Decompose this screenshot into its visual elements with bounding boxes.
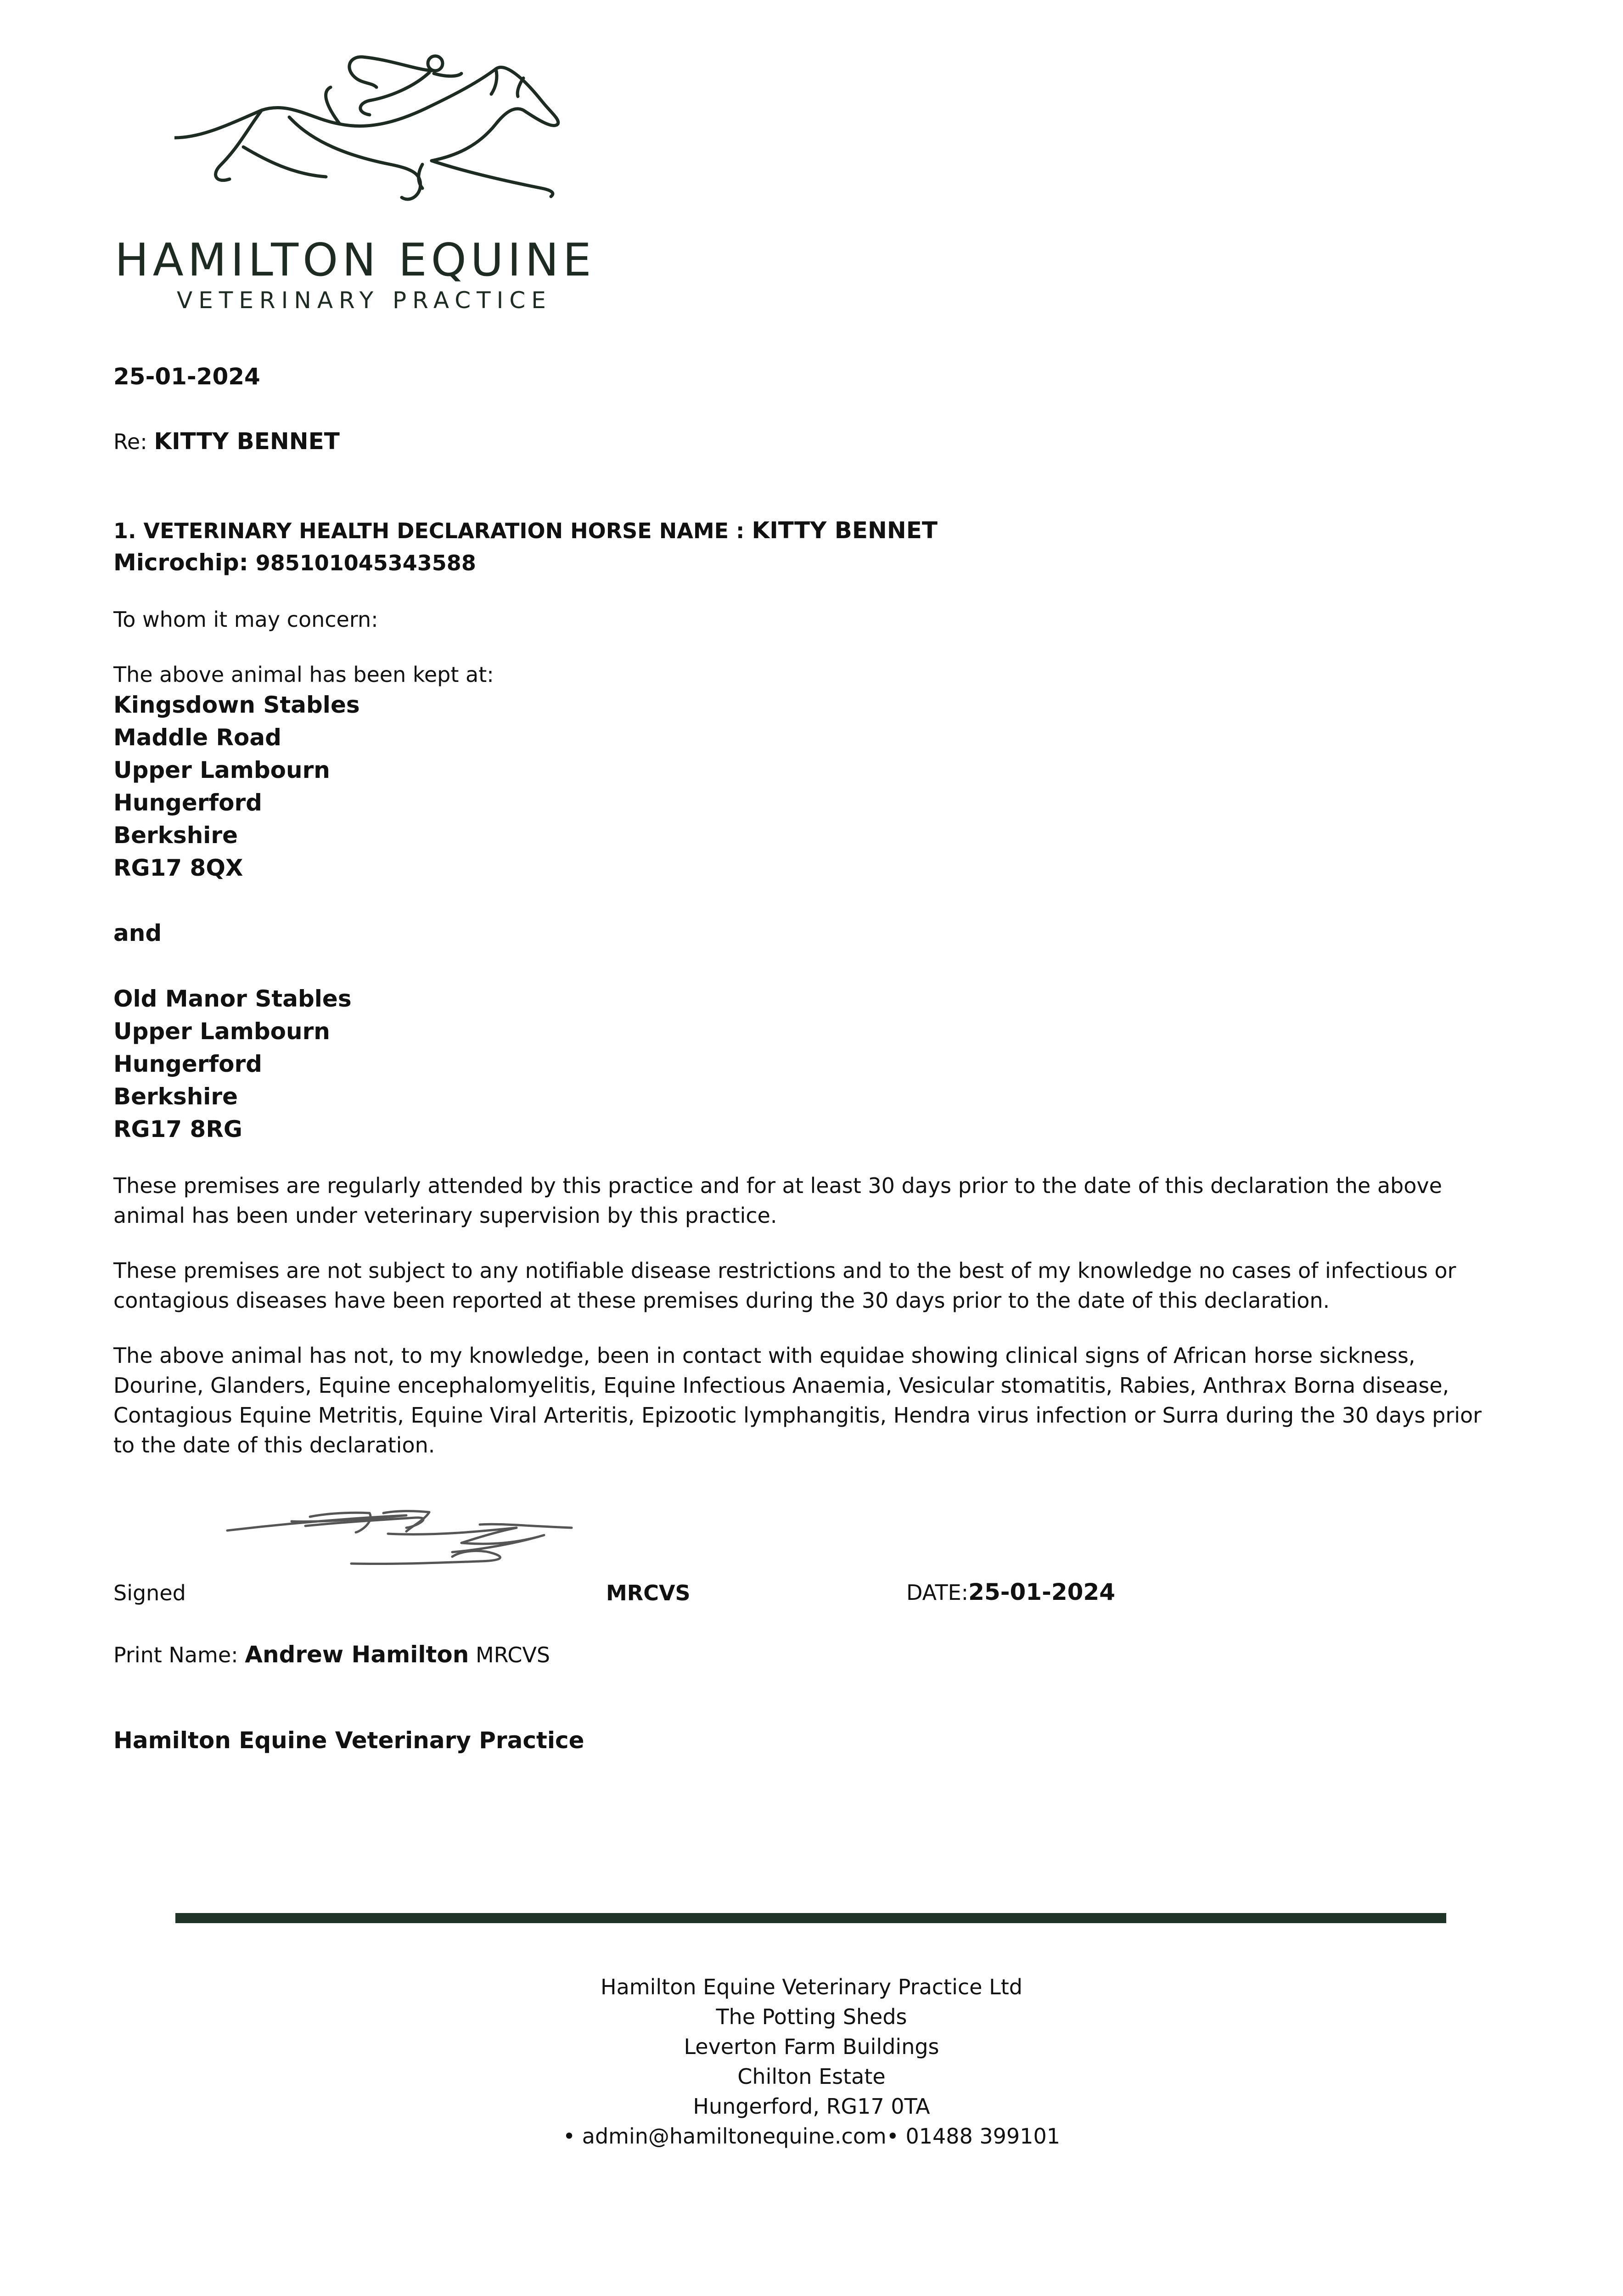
address-line: Upper Lambourn	[113, 757, 330, 783]
handwritten-signature	[223, 1499, 585, 1580]
footer-address-line: The Potting Sheds	[716, 2004, 907, 2029]
paragraph-contact: The above animal has not, to my knowledge, been in contact with equidae showing clinical signs of African horse sickness, Dourine, Glanders, Equine encephalomyelitis, Equine Infectious Anaemia, Vesicular stomatitis, Rabies, Anthrax Borna disease, Contagious Equine Metritis, Equine Viral Arteritis, Epizootic lymphangitis, Hendra virus infection or Surra during the 30 days prior to the date of this declaration.	[113, 1343, 1482, 1458]
address-line: Old Manor Stables	[113, 985, 352, 1012]
re-horse-name: KITTY BENNET	[154, 428, 340, 455]
declaration-heading	[113, 515, 938, 546]
address-line: Hungerford	[113, 789, 262, 816]
footer-address-line: Leverton Farm Buildings	[684, 2034, 939, 2059]
heading-horse-name: KITTY BENNET	[752, 517, 938, 544]
date-label: DATE:	[906, 1580, 969, 1605]
signed-label: Signed	[113, 1581, 186, 1605]
paragraph-restrictions: These premises are not subject to any notifiable disease restrictions and to the best of my knowledge no cases of infectious or contagious diseases have been reported at these premises during the 30 days prior to the date of this declaration.	[113, 1258, 1456, 1313]
and-word: and	[113, 920, 162, 946]
re-label: Re:	[113, 429, 147, 454]
heading-prefix: 1. VETERINARY HEALTH DECLARATION HORSE NAME :	[113, 518, 745, 543]
signature-mrcvs: MRCVS	[606, 1581, 691, 1605]
practice-name: Hamilton Equine Veterinary Practice	[113, 1727, 584, 1754]
address-line: Hungerford	[113, 1051, 262, 1077]
address-line: Kingsdown Stables	[113, 692, 360, 718]
address-line: Maddle Road	[113, 724, 281, 751]
print-name: Andrew Hamilton	[245, 1641, 469, 1668]
paragraph-supervision: These premises are regularly attended by this practice and for at least 30 days prior to the date of this declaration the above animal has been under veterinary supervision by this practice.	[113, 1173, 1442, 1228]
print-name-suffix: MRCVS	[475, 1643, 550, 1667]
address-line: Berkshire	[113, 1083, 238, 1110]
re-line	[113, 426, 340, 457]
footer-contact[interactable]: • admin@hamiltonequine.com• 01488 399101	[563, 2124, 1060, 2149]
microchip-number: 985101045343588	[255, 551, 476, 575]
date-value: 25-01-2024	[968, 1579, 1115, 1605]
footer-company: Hamilton Equine Veterinary Practice Ltd	[601, 1975, 1022, 1999]
microchip-line	[113, 547, 476, 578]
microchip-label: Microchip:	[113, 549, 248, 576]
logo-subtitle: VETERINARY PRACTICE	[177, 287, 552, 314]
address-line: Berkshire	[113, 822, 238, 849]
logo-title: HAMILTON EQUINE	[115, 234, 595, 287]
footer-address-line: Chilton Estate	[737, 2064, 886, 2089]
footer-address	[0, 1972, 1623, 2151]
signature-date	[906, 1577, 1115, 1608]
print-name-line	[113, 1639, 550, 1670]
footer-address-line: Hungerford, RG17 0TA	[693, 2094, 930, 2119]
letter-date: 25-01-2024	[113, 363, 260, 390]
kept-at-intro: The above animal has been kept at:	[113, 662, 494, 687]
address-line: Upper Lambourn	[113, 1018, 330, 1045]
address-line: RG17 8QX	[113, 855, 243, 881]
horse-rider-logo-icon	[174, 51, 578, 211]
address-line: RG17 8RG	[113, 1116, 242, 1142]
address-block-1	[113, 689, 360, 884]
print-name-label: Print Name:	[113, 1643, 238, 1667]
address-block-2	[113, 983, 352, 1146]
salutation: To whom it may concern:	[113, 607, 378, 632]
footer-divider	[175, 1913, 1446, 1923]
